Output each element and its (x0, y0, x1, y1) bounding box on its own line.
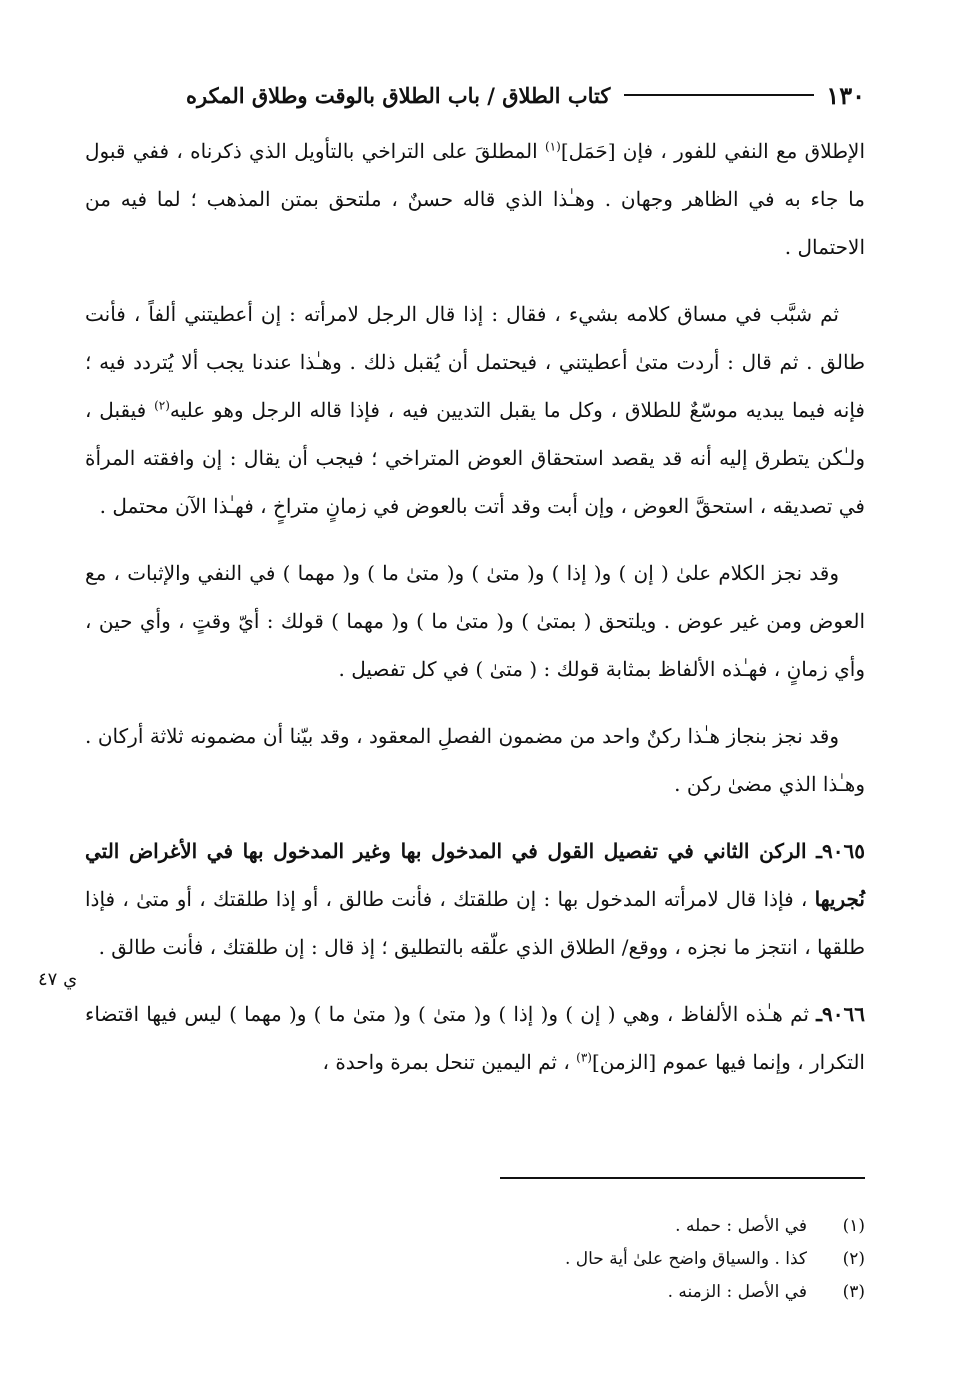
header-rule (624, 94, 814, 96)
paragraph-4 (85, 712, 865, 808)
footnote-number: (١) (842, 1216, 865, 1236)
footnote-item (330, 1243, 865, 1276)
footnote-separator (500, 1177, 865, 1179)
footnotes (330, 1210, 865, 1309)
footnote-text: في الأصل : حمله . (675, 1216, 807, 1236)
section-9066-text: ثم هـٰذه الألفاظ ، وهي ( إن ) و( إذا ) و( متىٰ ) و( متىٰ ما ) و( مهما ) ليس فيها اقتضاء التكرار ، وإنما فيها عموم [الزمن] (85, 1002, 865, 1074)
footnote-text: كذا . والسياق واضح علىٰ أية حال . (564, 1249, 807, 1269)
section-9065-heading: ٩٠٦٥ـ الركن الثاني في تفصيل القول في المدخول بها وغير المدخول بها في الأغراض التي نُجريها (85, 839, 866, 911)
running-header (85, 78, 865, 112)
footnote-number: (٣) (842, 1282, 865, 1302)
paragraph-3 (85, 549, 865, 693)
paragraph-3-text: وقد نجز الكلام علىٰ ( إن ) و( إذا ) و( متىٰ ) و( متىٰ ما ) و( مهما ) في النفي والإثبات ، مع العوض ومن غير عوض . ويلتحق ( بمتىٰ ) و( متىٰ ما ) و( مهما ) قولك : أيّ وقتٍ ، وأي حين ، وأي زمانٍ ، فهـٰذه الألفاظ بمثابة قولك : ( متىٰ ) في كل تفصيل . (85, 561, 865, 681)
paragraph-2-text-b: فيقبل ، ولـٰكن يتطرق إليه أنه قد يقصد استحقاق العوض المتراخي ؛ فيجب أن يقال : إن وافقته المرأة في تصديقه ، استحقَّ العوض ، وإن أبت وقد أتت بالعوض في زمانٍ متراخٍ ، فهـٰذا الآن محتمل . (85, 398, 865, 518)
paragraph-1-text-b: المطلقَ على التراخي بالتأويل الذي ذكرناه ، ففي قبول ما جاء به في الظاهر وجهان . وهـٰذا الذي قاله حسنٌ ، ملتحق بمتن المذهب ؛ لما فيه من الاحتمال . (85, 139, 865, 259)
paragraph-4-text: وقد نجز بنجاز هـٰذا ركنٌ واحد من مضمون الفصلِ المعقود ، وقد بيّنا أن مضمونه ثلاثة أركان . وهـٰذا الذي مضىٰ ركن . (85, 724, 865, 796)
section-9066-number: ٩٠٦٦ـ (816, 1002, 865, 1026)
running-title: كتاب الطلاق / باب الطلاق بالوقت وطلاق المكره (186, 82, 611, 108)
paragraph-2-text-a: ثم شبَّب في مساق كلامه بشيء ، فقال : إذا قال الرجل لامرأته : إن أعطيتني ألفاً ، فأنت طالق . ثم قال : أردت متىٰ أعطيتني ، فيحتمل أن يُقبل ذلك . وهـٰذا عندنا يجب ألا يُتردد فيه ؛ فإنه فيما يبديه موسّعٌ للطلاق ، وكل ما يقبل التديين فيه ، فإذا قاله الرجل وهو عليه (85, 302, 865, 422)
footnote-ref-1: (١) (544, 139, 561, 154)
footnote-ref-3: (٣) (576, 1050, 592, 1065)
paragraph-1-text-a: الإطلاق مع النفي للفور ، فإن [حَمَل] (560, 139, 866, 163)
paragraph-2 (85, 290, 865, 530)
main-text (85, 127, 865, 1105)
section-9065-text: ، فإذا قال لامرأته المدخول بها : إن طلقتك ، فأنت طالق ، أو إذا طلقتك ، أو متىٰ ، فإذا طلقها ، انتجز ما نجزه ، ووقع/ الطلاق الذي علّقه بالتطليق ؛ إذ قال : إن طلقتك ، فأنت طالق . (85, 887, 865, 959)
footnote-item (330, 1210, 865, 1243)
page-number: ١٣٠ (826, 80, 865, 110)
footnote-number: (٢) (842, 1249, 865, 1269)
section-9065 (85, 827, 865, 971)
section-9066-tail: ، ثم اليمين تنحل بمرة واحدة ، (322, 1050, 577, 1074)
footnote-ref-2: (٢) (154, 398, 170, 413)
section-9066 (85, 990, 865, 1086)
paragraph-1 (85, 127, 865, 271)
footnote-text: في الأصل : الزمنه . (667, 1282, 807, 1302)
manuscript-margin-note: ي ٤٧ (38, 969, 78, 990)
footnote-item (330, 1276, 865, 1309)
